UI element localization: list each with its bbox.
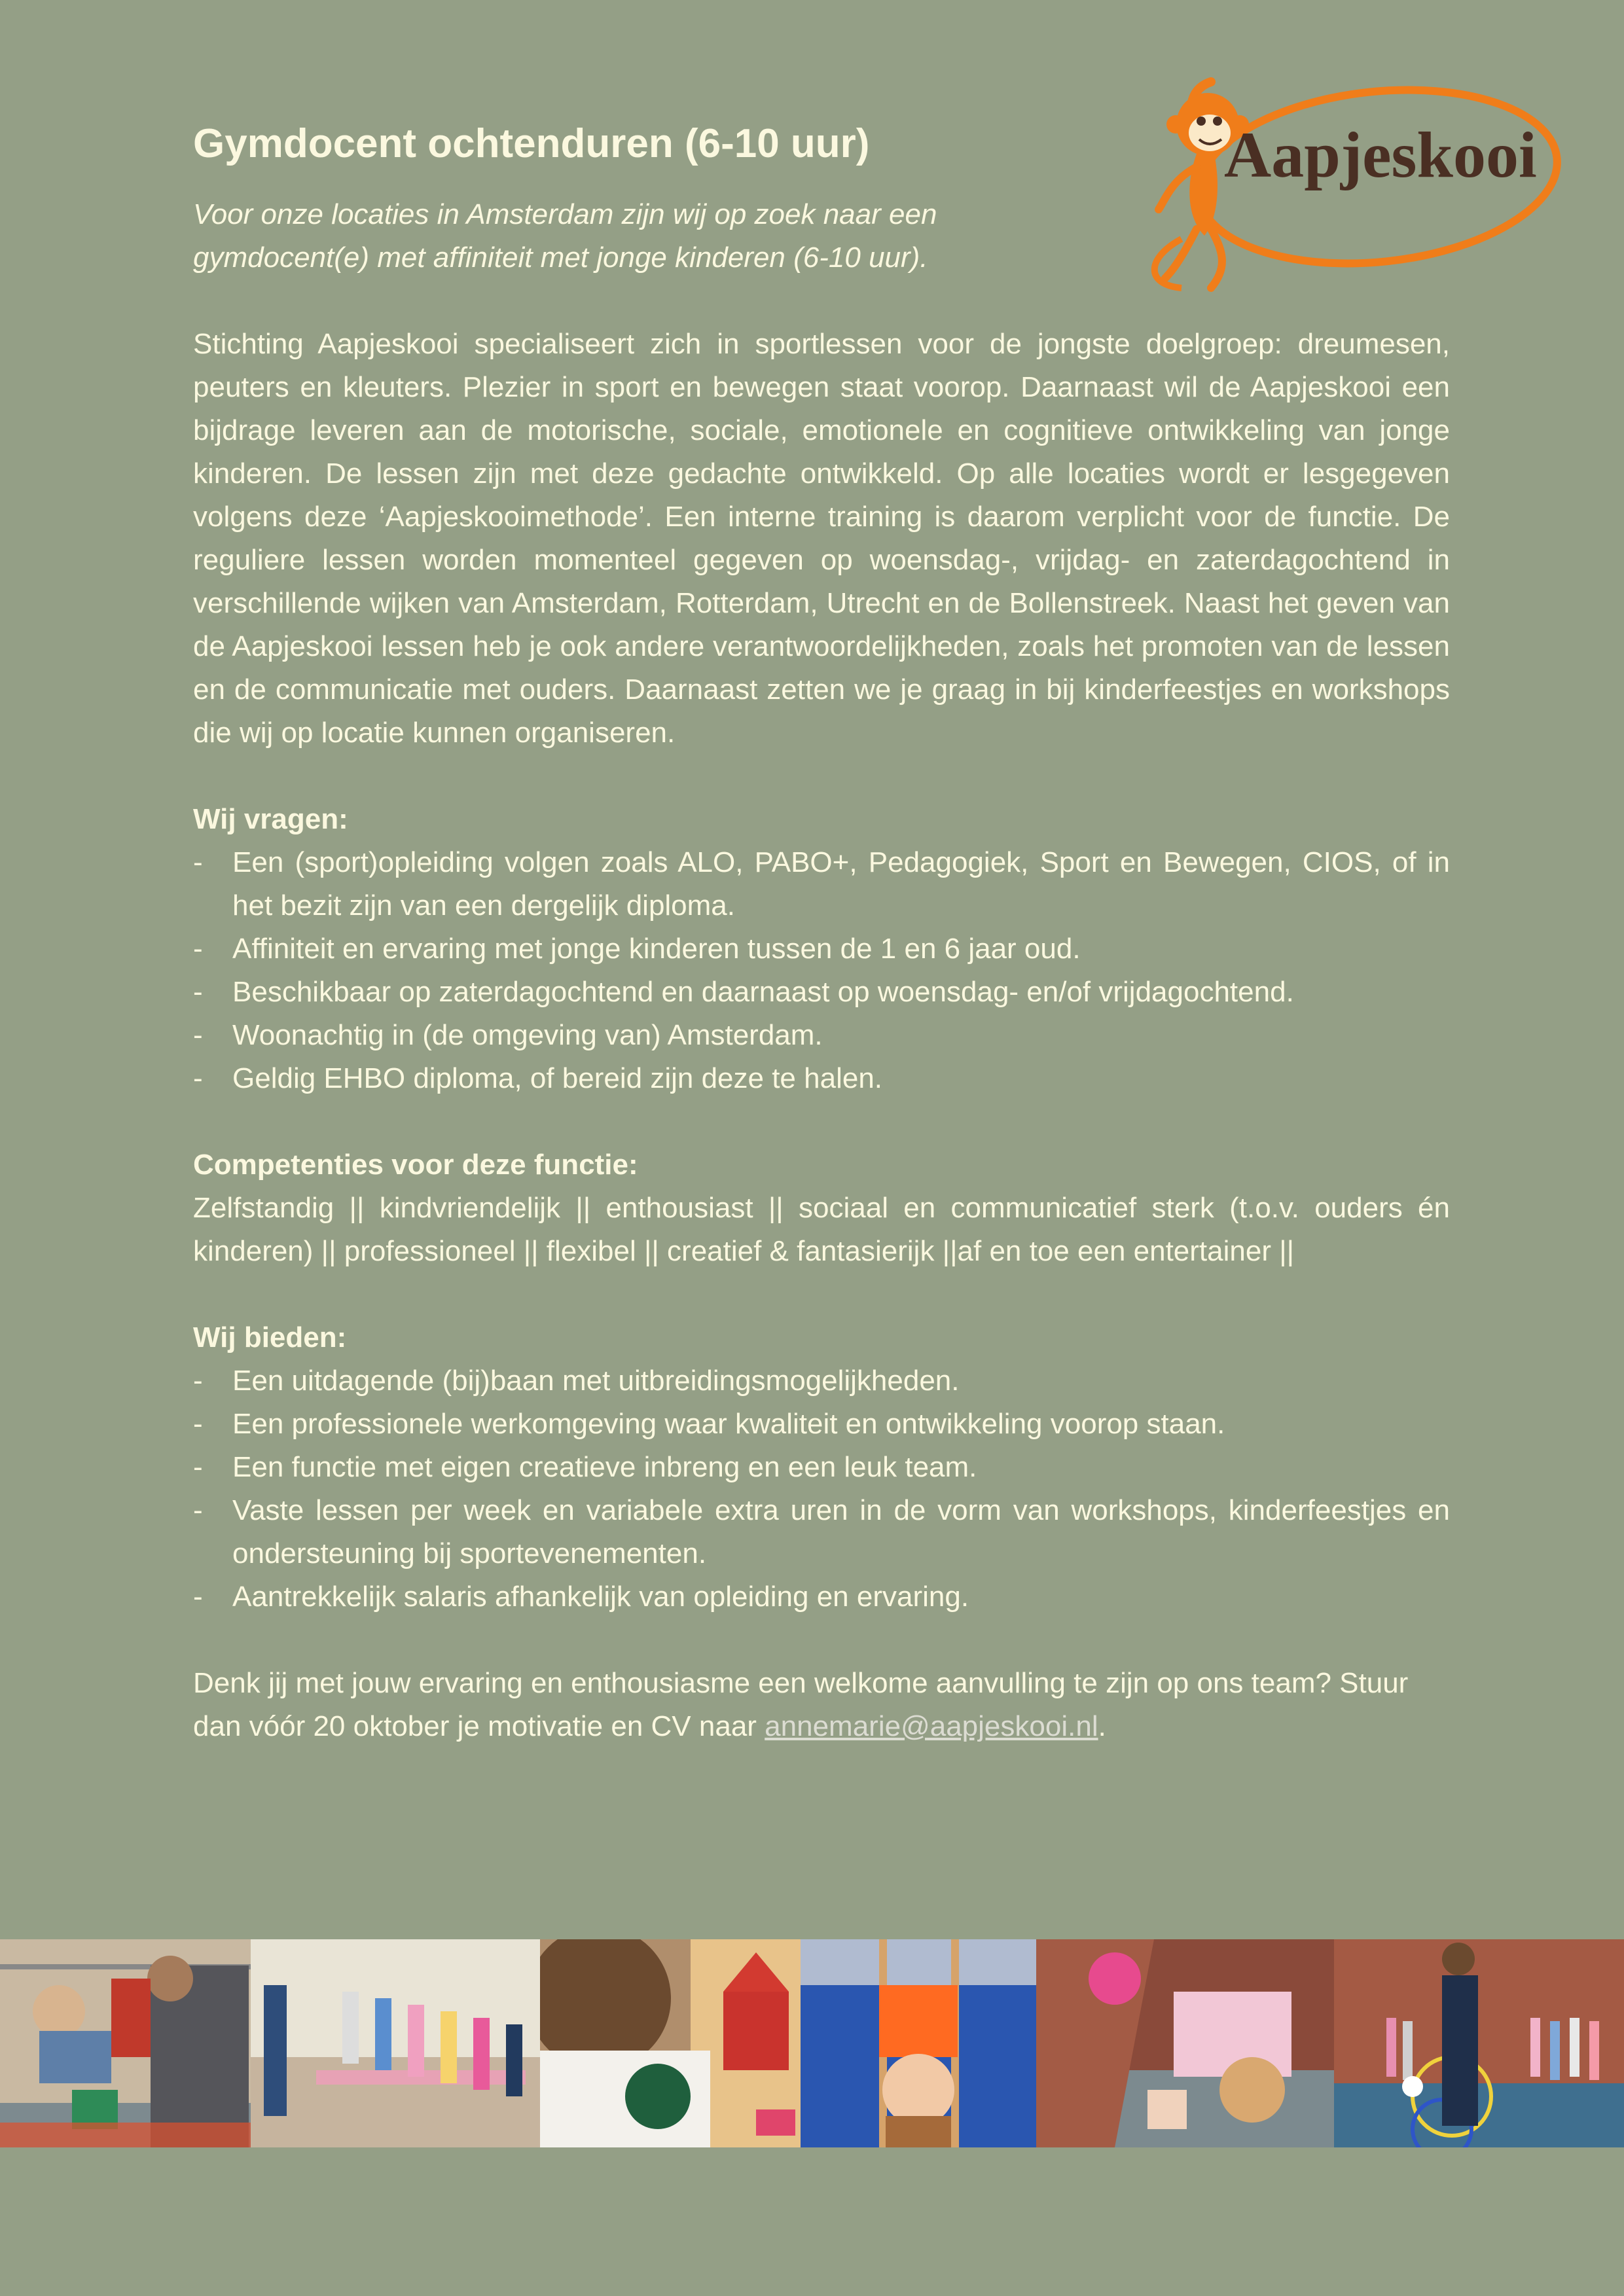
bullet-dash: -	[193, 1494, 203, 1526]
photo-girl-upside-down	[801, 1939, 1036, 2147]
main-content	[193, 115, 1450, 1748]
list-item: - Affiniteit en ervaring met jonge kinderen tussen de 1 en 6 jaar oud.	[193, 927, 1450, 971]
list-item: - Een uitdagende (bij)baan met uitbreidingsmogelijkheden.	[193, 1359, 1450, 1403]
photo-girl-aapjeskooi-shirt	[540, 1939, 801, 2147]
bullet-dash: -	[193, 1062, 203, 1094]
photo-strip	[0, 1939, 1624, 2147]
bullet-dash: -	[193, 846, 203, 878]
wij-bieden-heading: Wij bieden:	[193, 1321, 347, 1354]
bullet-dash: -	[193, 1451, 203, 1483]
list-item: - Aantrekkelijk salaris afhankelijk van opleiding en ervaring.	[193, 1575, 1450, 1619]
list-item: - Beschikbaar op zaterdagochtend en daarnaast op woensdag- en/of vrijdagochtend.	[193, 971, 1450, 1014]
wij-vragen-list	[193, 841, 1450, 1100]
list-item: - Woonachtig in (de omgeving van) Amsterdam.	[193, 1014, 1450, 1057]
bullet-dash: -	[193, 1019, 203, 1051]
photo-kids-on-beam	[251, 1939, 540, 2147]
bullet-dash: -	[193, 933, 203, 965]
logo-text: Aapjeskooi	[1224, 118, 1537, 191]
photo-teacher-with-kids	[1334, 1939, 1624, 2147]
bullet-dash: -	[193, 1365, 203, 1397]
wij-bieden-list	[193, 1359, 1450, 1619]
wij-vragen-heading: Wij vragen:	[193, 803, 348, 835]
bullet-dash: -	[193, 976, 203, 1008]
competenties-heading: Competenties voor deze functie:	[193, 1149, 638, 1181]
photo-toddler-crawling	[1036, 1939, 1334, 2147]
page-title: Gymdocent ochtenduren (6-10 uur)	[193, 121, 870, 166]
list-item: - Een (sport)opleiding volgen zoals ALO, PABO+, Pedagogiek, Sport en Bewegen, CIOS, of in het bezit zijn van een dergelijk diploma.	[193, 841, 1450, 927]
bullet-dash: -	[193, 1408, 203, 1440]
bullet-dash: -	[193, 1581, 203, 1613]
list-item: - Geldig EHBO diploma, of bereid zijn deze te halen.	[193, 1057, 1450, 1100]
closing-text: Denk jij met jouw ervaring en enthousiasme een welkome aanvulling te zijn op ons team? Stuur dan vóór 20 oktober je motivatie en CV naar annemarie@aapjeskooi.nl.	[193, 1667, 1409, 1742]
email-link[interactable]: annemarie@aapjeskooi.nl	[765, 1710, 1098, 1742]
competenties-text: Zelfstandig || kindvriendelijk || enthousiast || sociaal en communicatief sterk (t.o.v. ouders én kinderen) || professioneel || flexibel || creatief & fantasierijk ||af en toe een entertainer ||	[193, 1192, 1450, 1267]
list-item: - Een functie met eigen creatieve inbreng en een leuk team.	[193, 1446, 1450, 1489]
list-item: - Een professionele werkomgeving waar kwaliteit en ontwikkeling voorop staan.	[193, 1403, 1450, 1446]
body-paragraph: Stichting Aapjeskooi specialiseert zich in sportlessen voor de jongste doelgroep: dreumesen, peuters en kleuters. Plezier in sport en bewegen staat voorop. Daarnaast wil de Aapjeskooi een bijdrage leveren aan de motorische, sociale, emotionele en cognitieve ontwikkeling van jonge kinderen. De lessen zijn met deze gedachte ontwikkeld. Op alle locaties wordt er lesgegeven volgens deze ‘Aapjeskooimethode’. Een interne training is daarom verplicht voor de functie. De reguliere lessen worden momenteel gegeven op woensdag-, vrijdag- en zaterdagochtend in verschillende wijken van Amsterdam, Rotterdam, Utrecht en de Bollenstreek. Naast het geven van de Aapjeskooi lessen heb je ook andere verantwoordelijkheden, zoals het promoten van de lessen en de communicatie met ouders. Daarnaast zetten we je graag in bij kinderfeestjes en workshops die wij op locatie kunnen organiseren.	[193, 328, 1450, 749]
photo-child-hanging-bar	[0, 1939, 251, 2147]
list-item: - Vaste lessen per week en variabele extra uren in de vorm van workshops, kinderfeestjes en ondersteuning bij sportevenementen.	[193, 1489, 1450, 1575]
intro-text: Voor onze locaties in Amsterdam zijn wij op zoek naar een gymdocent(e) met affiniteit met jonge kinderen (6-10 uur).	[193, 198, 937, 274]
